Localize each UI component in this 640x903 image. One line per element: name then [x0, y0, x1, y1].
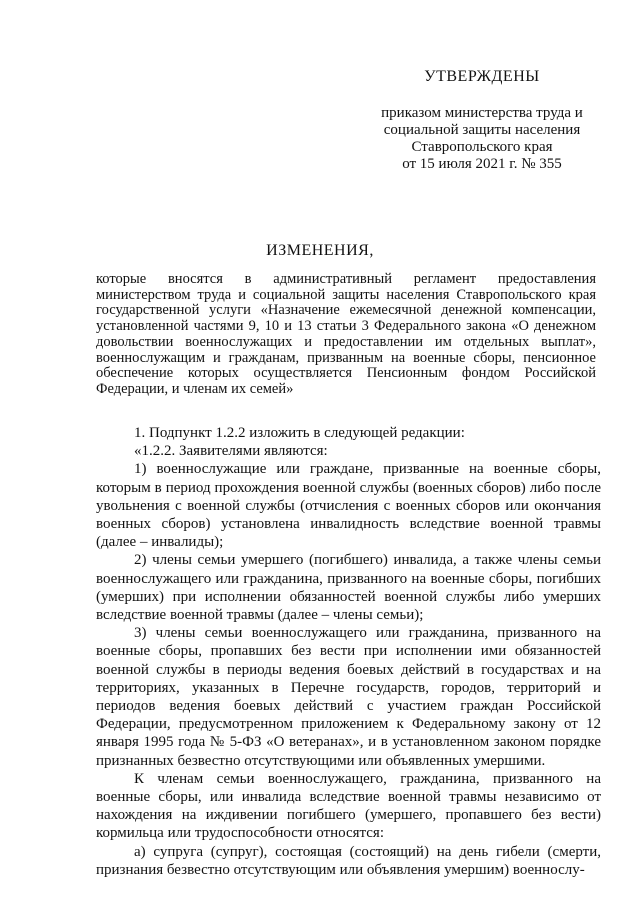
document-title: ИЗМЕНЕНИЯ,: [266, 242, 374, 259]
paragraph: «1.2.2. Заявителями являются:: [134, 443, 328, 460]
paragraph: 1. Подпункт 1.2.2 изложить в следующей редакции:: [134, 425, 465, 441]
paragraph: 3) члены семьи военнослужащего или гражданина, призванного на военные сборы, пропавших без вести при исполнении ими обязанностей военной службы в периоды ведения боевых действий в государствах и на территориях, указанных в Перечне государств, городов, территорий и периодов ведения боевых действий с участием граждан Российской Федерации, предусмотренном приложением к Федеральному закону от 12 января 1995 года № 5-ФЗ «О ветеранах», и в установленном законом порядке признанных безвестно отсутствующими или объявленных умершими.: [96, 625, 601, 769]
document-subtitle: которые вносятся в административный регламент предоставления министерством труда и социальной защиты населения Ставропольского края государственной услуги «Назначение ежемесячной денежной компенсации, установленной частями 9, 10 и 13 статьи 3 Федерального закона «О денежном довольствии военнослужащих и предоставлении им отдельных выплат», военнослужащим и гражданам, призванным на военные сборы, пенсионное обеспечение которых осуществляется Пенсионным фондом Российской Федерации, и членам их семей»: [96, 271, 596, 397]
paragraph: 1) военнослужащие или граждане, призванные на военные сборы, которым в период прохождения военной службы (военных сборов) либо после увольнения с военной службы (отчисления с военных сборов или окончания военных сборов) установлена инвалидность вследствие военной травмы (далее – инвалиды);: [96, 461, 601, 551]
approval-line: приказом министерства труда и: [381, 105, 583, 121]
approval-line: социальной защиты населения: [383, 122, 581, 138]
paragraph: 2) члены семьи умершего (погибшего) инвалида, а также члены семьи военнослужащего или гражданина, призванного на военные сборы, погибших (умерших) при исполнении обязанностей военной службы либо умерших вследствие военной травмы (далее – члены семьи);: [96, 552, 601, 624]
paragraph: К членам семьи военнослужащего, гражданина, призванного на военные сборы, или инвалида вследствие военной травмы независимо от нахождения на иждивении погибшего (умершего, пропавшего без вести) кормильца или трудоспособности относятся:: [96, 770, 601, 842]
approval-line: Ставропольского края: [411, 139, 553, 155]
paragraph: а) супруга (супруг), состоящая (состоящий) на день гибели (смерти, признания безвестно отсутствующим или объявления умершим) военнослу-: [96, 843, 601, 878]
approval-heading: УТВЕРЖДЕНЫ: [424, 68, 540, 85]
approval-line: от 15 июля 2021 г. № 355: [402, 156, 562, 172]
document-body: [96, 424, 601, 879]
approval-stamp: [352, 68, 612, 173]
